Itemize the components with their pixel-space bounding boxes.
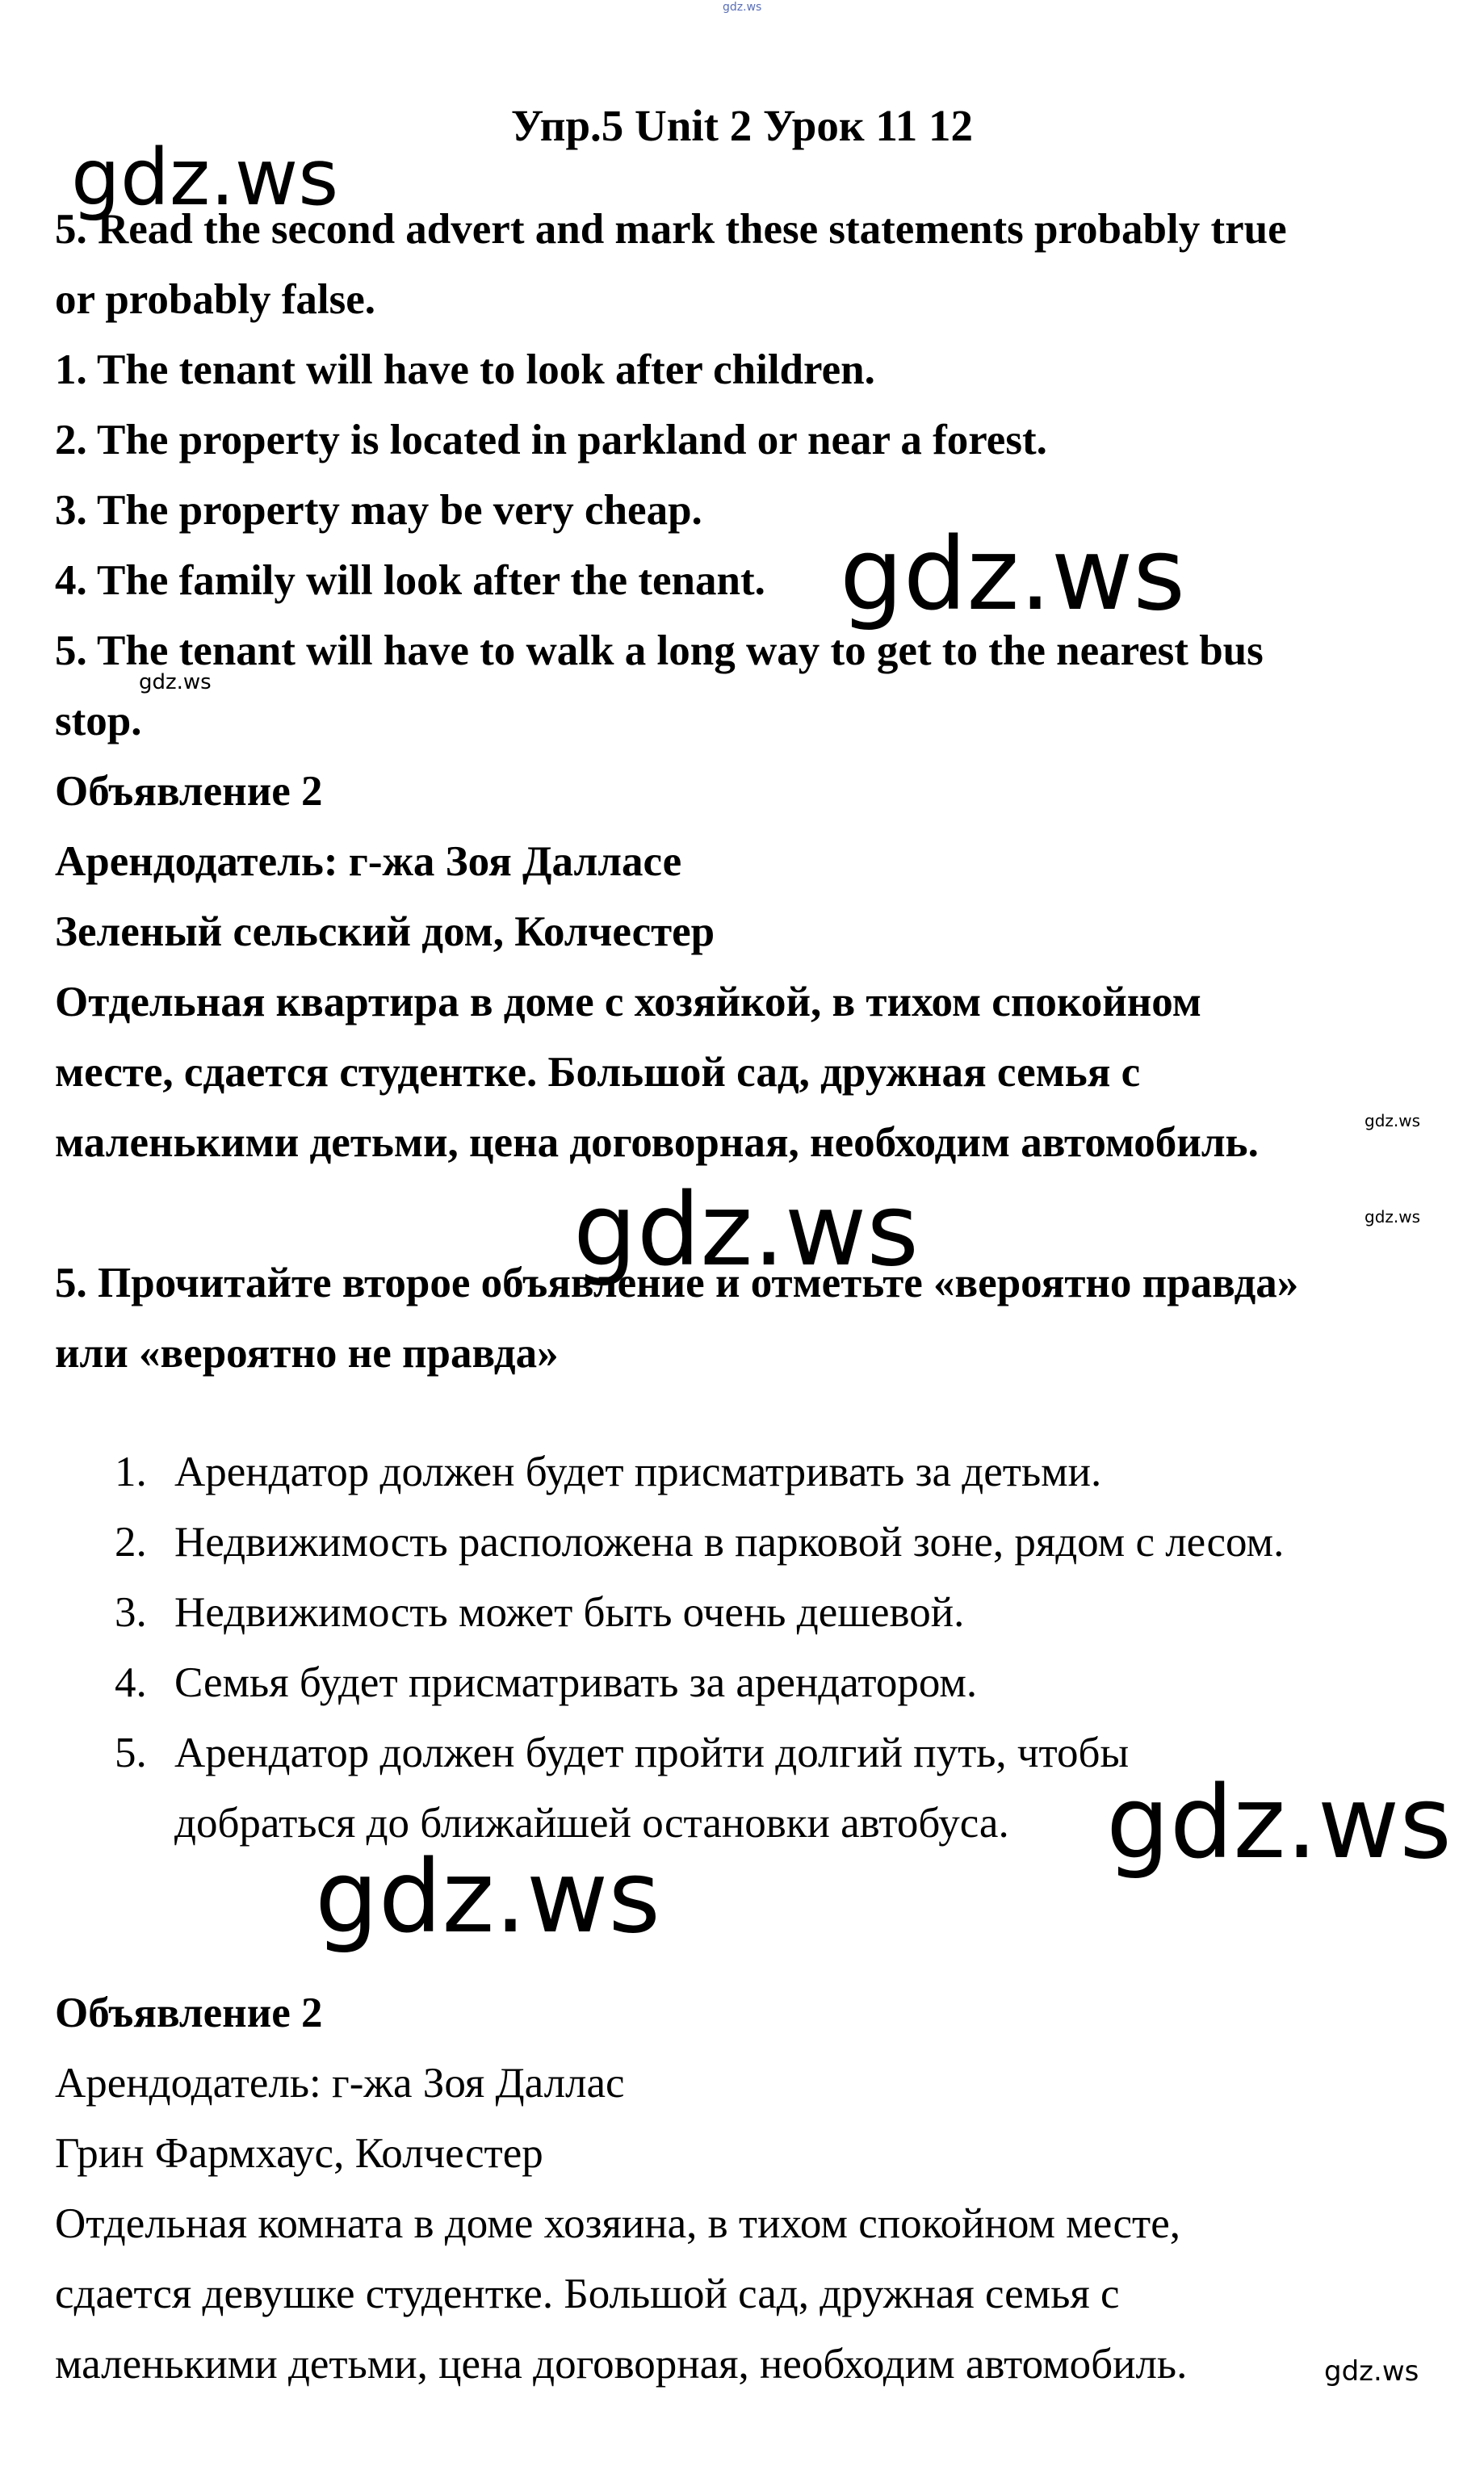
advert-regular-desc-1: Отдельная комната в доме хозяина, в тихом спокойном месте, [55,2200,1180,2247]
russian-list-item-3: Недвижимость может быть очень дешевой. [174,1589,965,1636]
russian-list-num-1: 1. [115,1449,147,1495]
russian-list-item-1: Арендатор должен будет присматривать за детьми. [174,1449,1102,1495]
watermark-small-right-2: gdz.ws [1365,1207,1421,1227]
russian-task-line-1: 5. Прочитайте второе объявление и отметьте «вероятно правда» [55,1260,1299,1306]
russian-list-item-5: Арендатор должен будет пройти долгий путь, чтобы [174,1730,1130,1776]
advert-bold-landlord: Арендодатель: г-жа Зоя Далласе [55,838,682,885]
advert-bold-place: Зеленый сельский дом, Колчестер [55,908,715,955]
watermark-lower-right: gdz.ws [1106,1765,1452,1881]
advert-regular-desc-2: сдается девушке студентке. Большой сад, дружная семья с [55,2271,1120,2317]
russian-list-num-2: 2. [115,1519,147,1566]
english-task-line-2: or probably false. [55,276,376,323]
advert-bold-desc-3: маленькими детьми, цена договорная, необходим автомобиль. [55,1119,1259,1166]
watermark-lower-left: gdz.ws [315,1839,660,1956]
russian-list-item-5-cont: добраться до ближайшей остановки автобуса. [174,1800,1009,1847]
advert-regular-landlord: Арендодатель: г-жа Зоя Даллас [55,2060,625,2107]
english-statement-2: 2. The property is located in parkland or near a forest. [55,417,1047,463]
english-statement-5-cont: stop. [55,698,142,744]
watermark-bottom-right: gdz.ws [1324,2355,1419,2388]
russian-list-item-2: Недвижимость расположена в парковой зоне, рядом с лесом. [174,1519,1285,1566]
russian-list-num-4: 4. [115,1659,147,1706]
russian-list-num-5: 5. [115,1730,147,1776]
english-task-line-1: 5. Read the second advert and mark these statements probably true [55,206,1287,253]
advert-regular-desc-3: маленькими детьми, цена договорная, необходим автомобиль. [55,2341,1188,2388]
russian-task-line-2: или «вероятно не правда» [55,1330,559,1377]
advert-regular-heading: Объявление 2 [55,1990,323,2036]
advert-bold-desc-1: Отдельная квартира в доме с хозяйкой, в тихом спокойном [55,979,1201,1025]
watermark-top-left: gdz.ws [71,132,339,223]
english-statement-5: 5. The tenant will have to walk a long way to get to the nearest bus [55,627,1264,674]
watermark-center: gdz.ws [573,1172,919,1289]
english-statement-3: 3. The property may be very cheap. [55,487,702,534]
page-title: Упр.5 Unit 2 Урок 11 12 [510,101,974,150]
russian-list-num-3: 3. [115,1589,147,1636]
watermark-small-left: gdz.ws [139,670,212,694]
english-statement-1: 1. The tenant will have to look after children. [55,346,875,393]
advert-bold-desc-2: месте, сдается студентке. Большой сад, дружная семья с [55,1049,1141,1096]
watermark-tiny-top: gdz.ws [723,1,762,14]
watermark-small-right-1: gdz.ws [1365,1111,1421,1130]
english-statement-4: 4. The family will look after the tenant. [55,557,765,604]
watermark-middle-right: gdz.ws [840,517,1185,633]
advert-regular-place: Грин Фармхаус, Колчестер [55,2130,543,2177]
russian-list-item-4: Семья будет присматривать за арендатором. [174,1659,978,1706]
advert-bold-heading: Объявление 2 [55,768,323,815]
